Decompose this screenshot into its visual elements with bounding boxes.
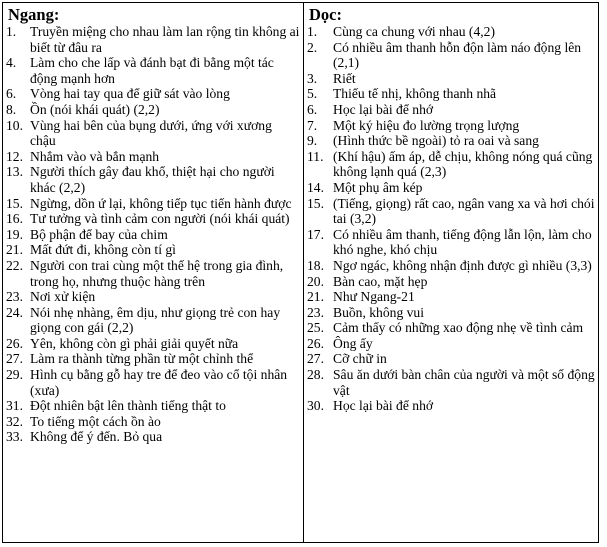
- clue-text: Bộ phận để bay của chim: [30, 226, 168, 242]
- clue-item: [6, 258, 300, 289]
- clue-text: Học lại bài để nhớ: [333, 398, 434, 414]
- clue-text: (Hình thức bề ngoài) tỏ ra oai và sang: [333, 133, 539, 149]
- clue-text: Hình cụ bằng gỗ hay tre để đeo vào cổ tội nhân (xưa): [30, 367, 288, 398]
- clue-item: [307, 289, 595, 305]
- across-title: Ngang:: [8, 5, 60, 24]
- clue-item: [6, 149, 300, 165]
- clue-number: 4.: [6, 55, 17, 71]
- clue-number: 15.: [307, 195, 324, 211]
- clue-item: [307, 149, 595, 180]
- clue-text: Người con trai cùng một thế hệ trong gia đình, trong họ, nhưng thuộc hàng trên: [30, 257, 284, 289]
- clue-number: 2.: [307, 39, 318, 55]
- clue-text: Có nhiều âm thanh, tiếng động lẫn lộn, làm cho khó nghe, khó chịu: [333, 226, 592, 258]
- down-list: [307, 24, 595, 414]
- clue-number: 31.: [6, 398, 23, 414]
- across-column: [3, 3, 304, 542]
- clue-text: Riết: [333, 70, 356, 86]
- clue-item: [307, 305, 595, 321]
- clue-text: Làm ra thành từng phần từ một chỉnh thể: [30, 351, 254, 367]
- clue-item: [307, 258, 595, 274]
- clue-item: [307, 118, 595, 134]
- clue-text: Nhắm vào và bắn mạnh: [30, 148, 160, 164]
- clue-number: 18.: [307, 257, 324, 273]
- clue-item: [6, 305, 300, 336]
- clue-number: 24.: [6, 304, 23, 320]
- clue-item: [6, 398, 300, 414]
- clue-number: 25.: [307, 320, 324, 336]
- clue-number: 16.: [6, 211, 23, 227]
- clue-text: Mất đứt đi, không còn tí gì: [30, 242, 176, 258]
- clue-item: [6, 164, 300, 195]
- clue-number: 1.: [6, 24, 17, 39]
- clue-number: 19.: [6, 226, 23, 242]
- clue-number: 22.: [6, 257, 23, 273]
- clue-item: [6, 102, 300, 118]
- clue-text: Truyền miệng cho nhau làm lan rộng tin không ai biết từ đâu ra: [30, 24, 300, 55]
- clue-item: [307, 320, 595, 336]
- clue-number: 12.: [6, 148, 23, 164]
- clue-text: Người thích gây đau khổ, thiệt hại cho người khác (2,2): [30, 164, 275, 195]
- clue-text: Buồn, không vui: [333, 304, 425, 320]
- clue-number: 23.: [6, 289, 23, 305]
- clue-item: [307, 40, 595, 71]
- clue-item: [6, 429, 300, 445]
- clue-number: 3.: [307, 70, 318, 86]
- clue-text: Sâu ăn dưới bàn chân của người và một số động vật: [333, 367, 595, 398]
- clue-item: [6, 86, 300, 102]
- clue-item: [6, 336, 300, 352]
- clue-text: Cảm thấy có những xao động nhẹ về tình cảm: [333, 320, 584, 336]
- clue-text: Một ký hiệu đo lường trọng lượng: [333, 117, 520, 133]
- clue-number: 11.: [307, 148, 324, 164]
- clue-item: [307, 24, 595, 40]
- clue-text: Làm cho che lấp và đánh bạt đi bằng một tác động mạnh hơn: [30, 55, 274, 86]
- clue-number: 26.: [6, 335, 23, 351]
- clue-number: 13.: [6, 164, 23, 180]
- clue-item: [6, 211, 300, 227]
- clue-item: [6, 242, 300, 258]
- clue-item: [6, 414, 300, 430]
- clue-number: 27.: [307, 351, 324, 367]
- clue-item: [6, 351, 300, 367]
- clue-text: Cùng ca chung với nhau (4,2): [333, 24, 495, 39]
- clue-text: Cỡ chữ in: [333, 351, 387, 367]
- clue-number: 7.: [307, 117, 318, 133]
- clue-text: Nơi xử kiện: [30, 289, 96, 305]
- clue-number: 28.: [307, 367, 324, 383]
- clue-number: 23.: [307, 304, 324, 320]
- across-list: [6, 24, 300, 445]
- clue-number: 30.: [307, 398, 324, 414]
- clue-number: 15.: [6, 195, 23, 211]
- clue-number: 21.: [6, 242, 23, 258]
- clue-text: Yên, không còn gì phải giải quyết nữa: [30, 335, 239, 351]
- clue-text: (Tiếng, giọng) rất cao, ngân vang xa và hơi chói tai (3,2): [333, 195, 595, 227]
- clue-number: 9.: [307, 133, 318, 149]
- clue-number: 27.: [6, 351, 23, 367]
- clue-text: To tiếng một cách ồn ào: [30, 413, 161, 429]
- clue-number: 21.: [307, 289, 324, 305]
- clue-number: 5.: [307, 86, 318, 102]
- clue-item: [6, 289, 300, 305]
- clue-item: [307, 336, 595, 352]
- clue-number: 1.: [307, 24, 318, 39]
- clue-text: Như Ngang-21: [333, 289, 415, 305]
- clue-number: 20.: [307, 273, 324, 289]
- clue-item: [6, 55, 300, 86]
- clue-text: Bàn cao, mặt hẹp: [333, 273, 428, 289]
- clue-text: Tư tưởng và tình cảm con người (nói khái quát): [30, 211, 290, 227]
- clue-text: Học lại bài để nhớ: [333, 101, 434, 117]
- clue-text: Vùng hai bên của bụng dưới, ứng với xương chậu: [30, 117, 272, 149]
- down-column: [304, 3, 598, 542]
- clue-number: 6.: [307, 101, 318, 117]
- clue-text: Có nhiều âm thanh hỗn độn làm náo động lên (2,1): [333, 39, 582, 71]
- clue-number: 17.: [307, 226, 324, 242]
- clue-text: Thiếu tế nhị, không thanh nhã: [333, 86, 497, 102]
- clue-item: [6, 367, 300, 398]
- clue-text: Một phụ âm kép: [333, 179, 423, 195]
- clue-text: Đột nhiên bật lên thành tiếng thật to: [30, 398, 226, 414]
- clue-item: [307, 227, 595, 258]
- clue-item: [307, 102, 595, 118]
- clue-item: [307, 351, 595, 367]
- clue-item: [6, 118, 300, 149]
- clue-text: (Khí hậu) ấm áp, dễ chịu, không nóng quá cũng không lạnh quá (2,3): [333, 148, 593, 180]
- clue-text: Không để ý đến. Bỏ qua: [30, 429, 163, 445]
- clue-text: Vòng hai tay qua để giữ sát vào lòng: [30, 86, 230, 102]
- clue-number: 14.: [307, 179, 324, 195]
- clue-text: Ồn (nói khái quát) (2,2): [30, 101, 160, 117]
- clue-number: 6.: [6, 86, 17, 102]
- clue-number: 29.: [6, 367, 23, 383]
- clue-item: [307, 274, 595, 290]
- clue-item: [6, 227, 300, 243]
- clue-number: 32.: [6, 413, 23, 429]
- clue-number: 26.: [307, 335, 324, 351]
- down-title: Dọc:: [309, 5, 342, 24]
- clue-item: [307, 180, 595, 196]
- clue-table: [2, 2, 599, 543]
- clue-item: [307, 196, 595, 227]
- clue-number: 33.: [6, 429, 23, 445]
- clue-text: Ngơ ngác, không nhận định được gì nhiều (3,3): [333, 257, 592, 273]
- clue-item: [307, 398, 595, 414]
- clue-text: Nói nhẹ nhàng, êm dịu, như giọng trẻ con hay giọng con gái (2,2): [30, 304, 281, 336]
- clue-text: Ngừng, dồn ứ lại, không tiếp tục tiến hành được: [30, 195, 292, 211]
- clue-text: Ông ấy: [333, 335, 373, 351]
- clue-number: 8.: [6, 101, 17, 117]
- clue-item: [307, 133, 595, 149]
- clue-item: [6, 196, 300, 212]
- clue-item: [307, 71, 595, 87]
- clue-number: 10.: [6, 117, 23, 133]
- clue-item: [307, 367, 595, 398]
- clue-item: [6, 24, 300, 55]
- clue-item: [307, 86, 595, 102]
